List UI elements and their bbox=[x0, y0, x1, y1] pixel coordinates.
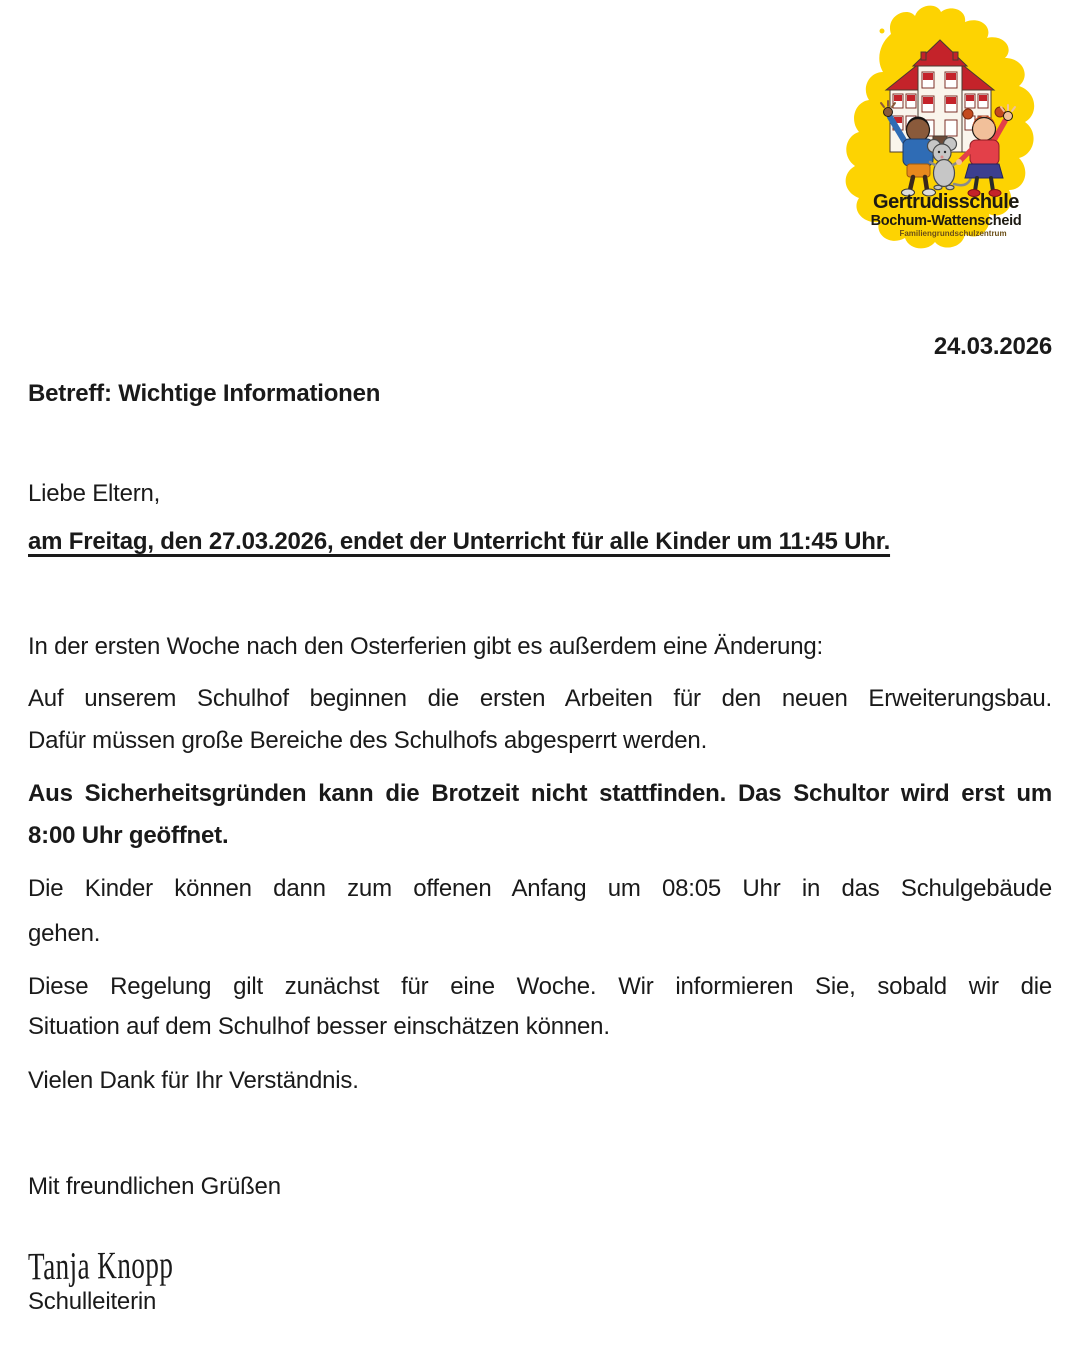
paragraph-safety-line1: Aus Sicherheitsgründen kann die Brotzeit nicht stattfinden. Das Schultor wird erst um bbox=[28, 780, 1052, 807]
closing-line: Mit freundlichen Grüßen bbox=[28, 1173, 281, 1200]
signature-role: Schulleiterin bbox=[28, 1288, 157, 1315]
paragraph-duration-line2: Situation auf dem Schulhof besser einschätzen können. bbox=[28, 1013, 610, 1040]
school-logo bbox=[833, 2, 1043, 254]
paragraph-entry-line1: Die Kinder können dann zum offenen Anfang um 08:05 Uhr in das Schulgebäude bbox=[28, 875, 1052, 902]
paragraph-construction-line2: Dafür müssen große Bereiche des Schulhofs abgesperrt werden. bbox=[28, 727, 708, 754]
announcement-line: am Freitag, den 27.03.2026, endet der Unterricht für alle Kinder um 11:45 Uhr. bbox=[28, 528, 891, 555]
school-logo-illustration bbox=[833, 2, 1043, 254]
paragraph-change-intro: In der ersten Woche nach den Osterferien gibt es außerdem eine Änderung: bbox=[28, 633, 823, 660]
logo-city-name: Bochum-Wattenscheid bbox=[870, 213, 1022, 229]
paragraph-safety-line2: 8:00 Uhr geöffnet. bbox=[28, 822, 229, 849]
letter-date: 24.03.2026 bbox=[933, 333, 1052, 360]
paragraph-entry-line2: gehen. bbox=[28, 920, 101, 947]
logo-subtitle: Familiengrundschulzentrum bbox=[899, 229, 1007, 238]
logo-blob-speck bbox=[880, 29, 885, 34]
thanks-line: Vielen Dank für Ihr Verständnis. bbox=[28, 1067, 359, 1094]
logo-school-name: Gertrudisschule bbox=[873, 191, 1019, 213]
signature: Tanja Knopp bbox=[27, 1244, 174, 1289]
salutation: Liebe Eltern, bbox=[28, 480, 161, 507]
paragraph-duration-line1: Diese Regelung gilt zunächst für eine Woche. Wir informieren Sie, sobald wir die bbox=[28, 973, 1052, 1000]
paragraph-construction-line1: Auf unserem Schulhof beginnen die ersten Arbeiten für den neuen Erweiterungsbau. bbox=[28, 685, 1052, 712]
subject-line: Betreff: Wichtige Informationen bbox=[28, 380, 381, 407]
